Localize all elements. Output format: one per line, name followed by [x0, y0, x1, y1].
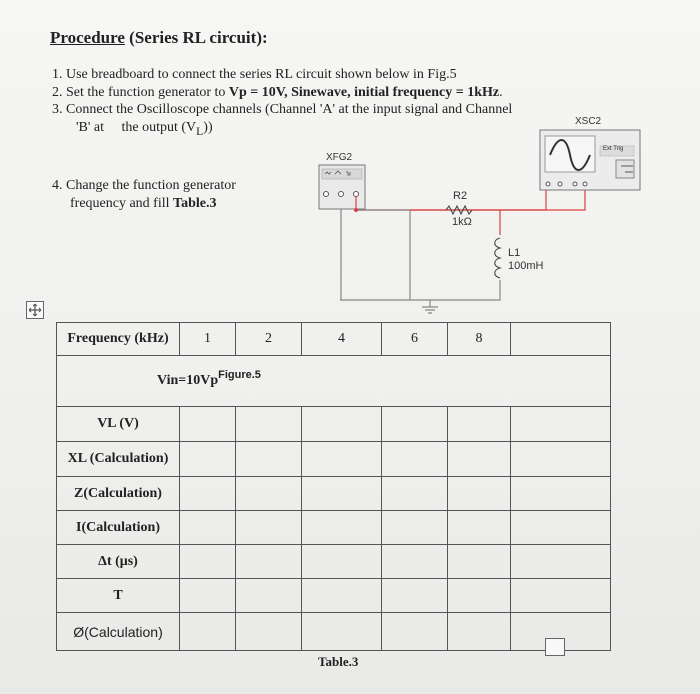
inductor-value: 100mH	[508, 260, 544, 272]
row-label-dt: Δt (μs)	[57, 545, 180, 579]
table-cell[interactable]	[382, 613, 448, 651]
fg-label: XFG2	[326, 152, 353, 163]
title-prefix: Procedure	[50, 28, 125, 47]
table-cell[interactable]	[180, 545, 236, 579]
table-cell[interactable]	[511, 477, 611, 511]
step-2-end: .	[499, 85, 503, 100]
row-label-phi: Ø(Calculation)	[57, 613, 180, 651]
table-cell[interactable]	[180, 407, 236, 442]
move-cross-icon	[28, 303, 42, 317]
table-cell[interactable]	[236, 511, 302, 545]
row-label-t: T	[57, 579, 180, 613]
freq-cell: 6	[382, 323, 448, 356]
step-2-settings: Vp = 10V, Sinewave, initial frequency = 1kHz	[228, 85, 500, 100]
table-cell[interactable]	[236, 442, 302, 477]
table-cell[interactable]	[448, 442, 511, 477]
figure-label: Figure.5	[218, 369, 261, 381]
step-4: 4. Change the function generator	[52, 178, 236, 193]
step-3-end: ))	[203, 120, 213, 135]
row-label-vl: VL (V)	[57, 407, 180, 442]
table-cell[interactable]	[382, 442, 448, 477]
table-cell[interactable]	[236, 545, 302, 579]
table-cell[interactable]	[302, 407, 382, 442]
table-cell[interactable]	[511, 511, 611, 545]
table-cell[interactable]	[382, 511, 448, 545]
freq-cell: 1	[180, 323, 236, 356]
results-table	[56, 322, 611, 651]
table-cell[interactable]	[302, 579, 382, 613]
table-cell[interactable]	[180, 442, 236, 477]
table-cell[interactable]	[448, 545, 511, 579]
table-move-handle-icon[interactable]	[26, 301, 44, 319]
table-cell[interactable]	[180, 579, 236, 613]
inductor-label: L1	[508, 247, 521, 259]
empty-header-cell[interactable]	[511, 323, 611, 356]
table-cell[interactable]	[236, 579, 302, 613]
step-3-output: the output (V	[121, 120, 197, 135]
table-cell[interactable]	[511, 579, 611, 613]
step-3-sub: L	[196, 124, 204, 138]
scope-ext-trig-label: Ext Trig	[603, 146, 624, 152]
table-cell[interactable]	[236, 477, 302, 511]
table-cell[interactable]	[302, 511, 382, 545]
row-label-xl: XL (Calculation)	[57, 442, 180, 477]
table-cell[interactable]	[302, 545, 382, 579]
vin-row	[57, 356, 611, 407]
table-cell[interactable]	[302, 442, 382, 477]
frequency-header: Frequency (kHz)	[57, 323, 180, 356]
table-cell[interactable]	[448, 579, 511, 613]
scope-label: XSC2	[575, 116, 602, 127]
table-cell[interactable]	[511, 545, 611, 579]
table-resize-handle[interactable]	[545, 638, 565, 656]
table-cell[interactable]	[302, 477, 382, 511]
table-caption: Table.3	[318, 654, 359, 669]
resistor-label: R2	[453, 190, 468, 202]
function-generator	[319, 165, 365, 209]
row-label-z: Z(Calculation)	[57, 477, 180, 511]
table-cell[interactable]	[180, 511, 236, 545]
table-cell[interactable]	[382, 579, 448, 613]
table-cell[interactable]	[448, 511, 511, 545]
step-1: 1. Use breadboard to connect the series RL circuit shown below in Fig.5	[52, 67, 457, 82]
table-cell[interactable]	[511, 407, 611, 442]
title-suffix: (Series RL circuit):	[129, 28, 268, 47]
row-label-i: I(Calculation)	[57, 511, 180, 545]
freq-cell: 8	[448, 323, 511, 356]
table-cell[interactable]	[382, 477, 448, 511]
freq-cell: 2	[236, 323, 302, 356]
table-cell[interactable]	[180, 477, 236, 511]
vin-text: Vin=10Vp	[157, 373, 219, 388]
table-cell[interactable]	[382, 407, 448, 442]
step-4-text: frequency and fill	[70, 196, 174, 211]
resistor-value: 1kΩ	[452, 216, 472, 228]
table-cell[interactable]	[236, 613, 302, 651]
table-cell[interactable]	[180, 613, 236, 651]
step-3-channel-b: 'B' at	[76, 120, 104, 135]
table-cell[interactable]	[302, 613, 382, 651]
circuit-wires	[340, 190, 585, 313]
inductor-l1	[495, 238, 500, 278]
oscilloscope	[540, 130, 640, 190]
table-cell[interactable]	[382, 545, 448, 579]
table-cell[interactable]	[448, 477, 511, 511]
step-2-text: 2. Set the function generator to	[52, 85, 229, 100]
table-cell[interactable]	[236, 407, 302, 442]
step-4-table-ref: Table.3	[173, 196, 217, 211]
table-cell[interactable]	[511, 442, 611, 477]
table-cell[interactable]	[448, 407, 511, 442]
step-3: 3. Connect the Oscilloscope channels (Channel 'A' at the input signal and Channel	[52, 102, 513, 117]
freq-cell: 4	[302, 323, 382, 356]
table-cell[interactable]	[448, 613, 511, 651]
